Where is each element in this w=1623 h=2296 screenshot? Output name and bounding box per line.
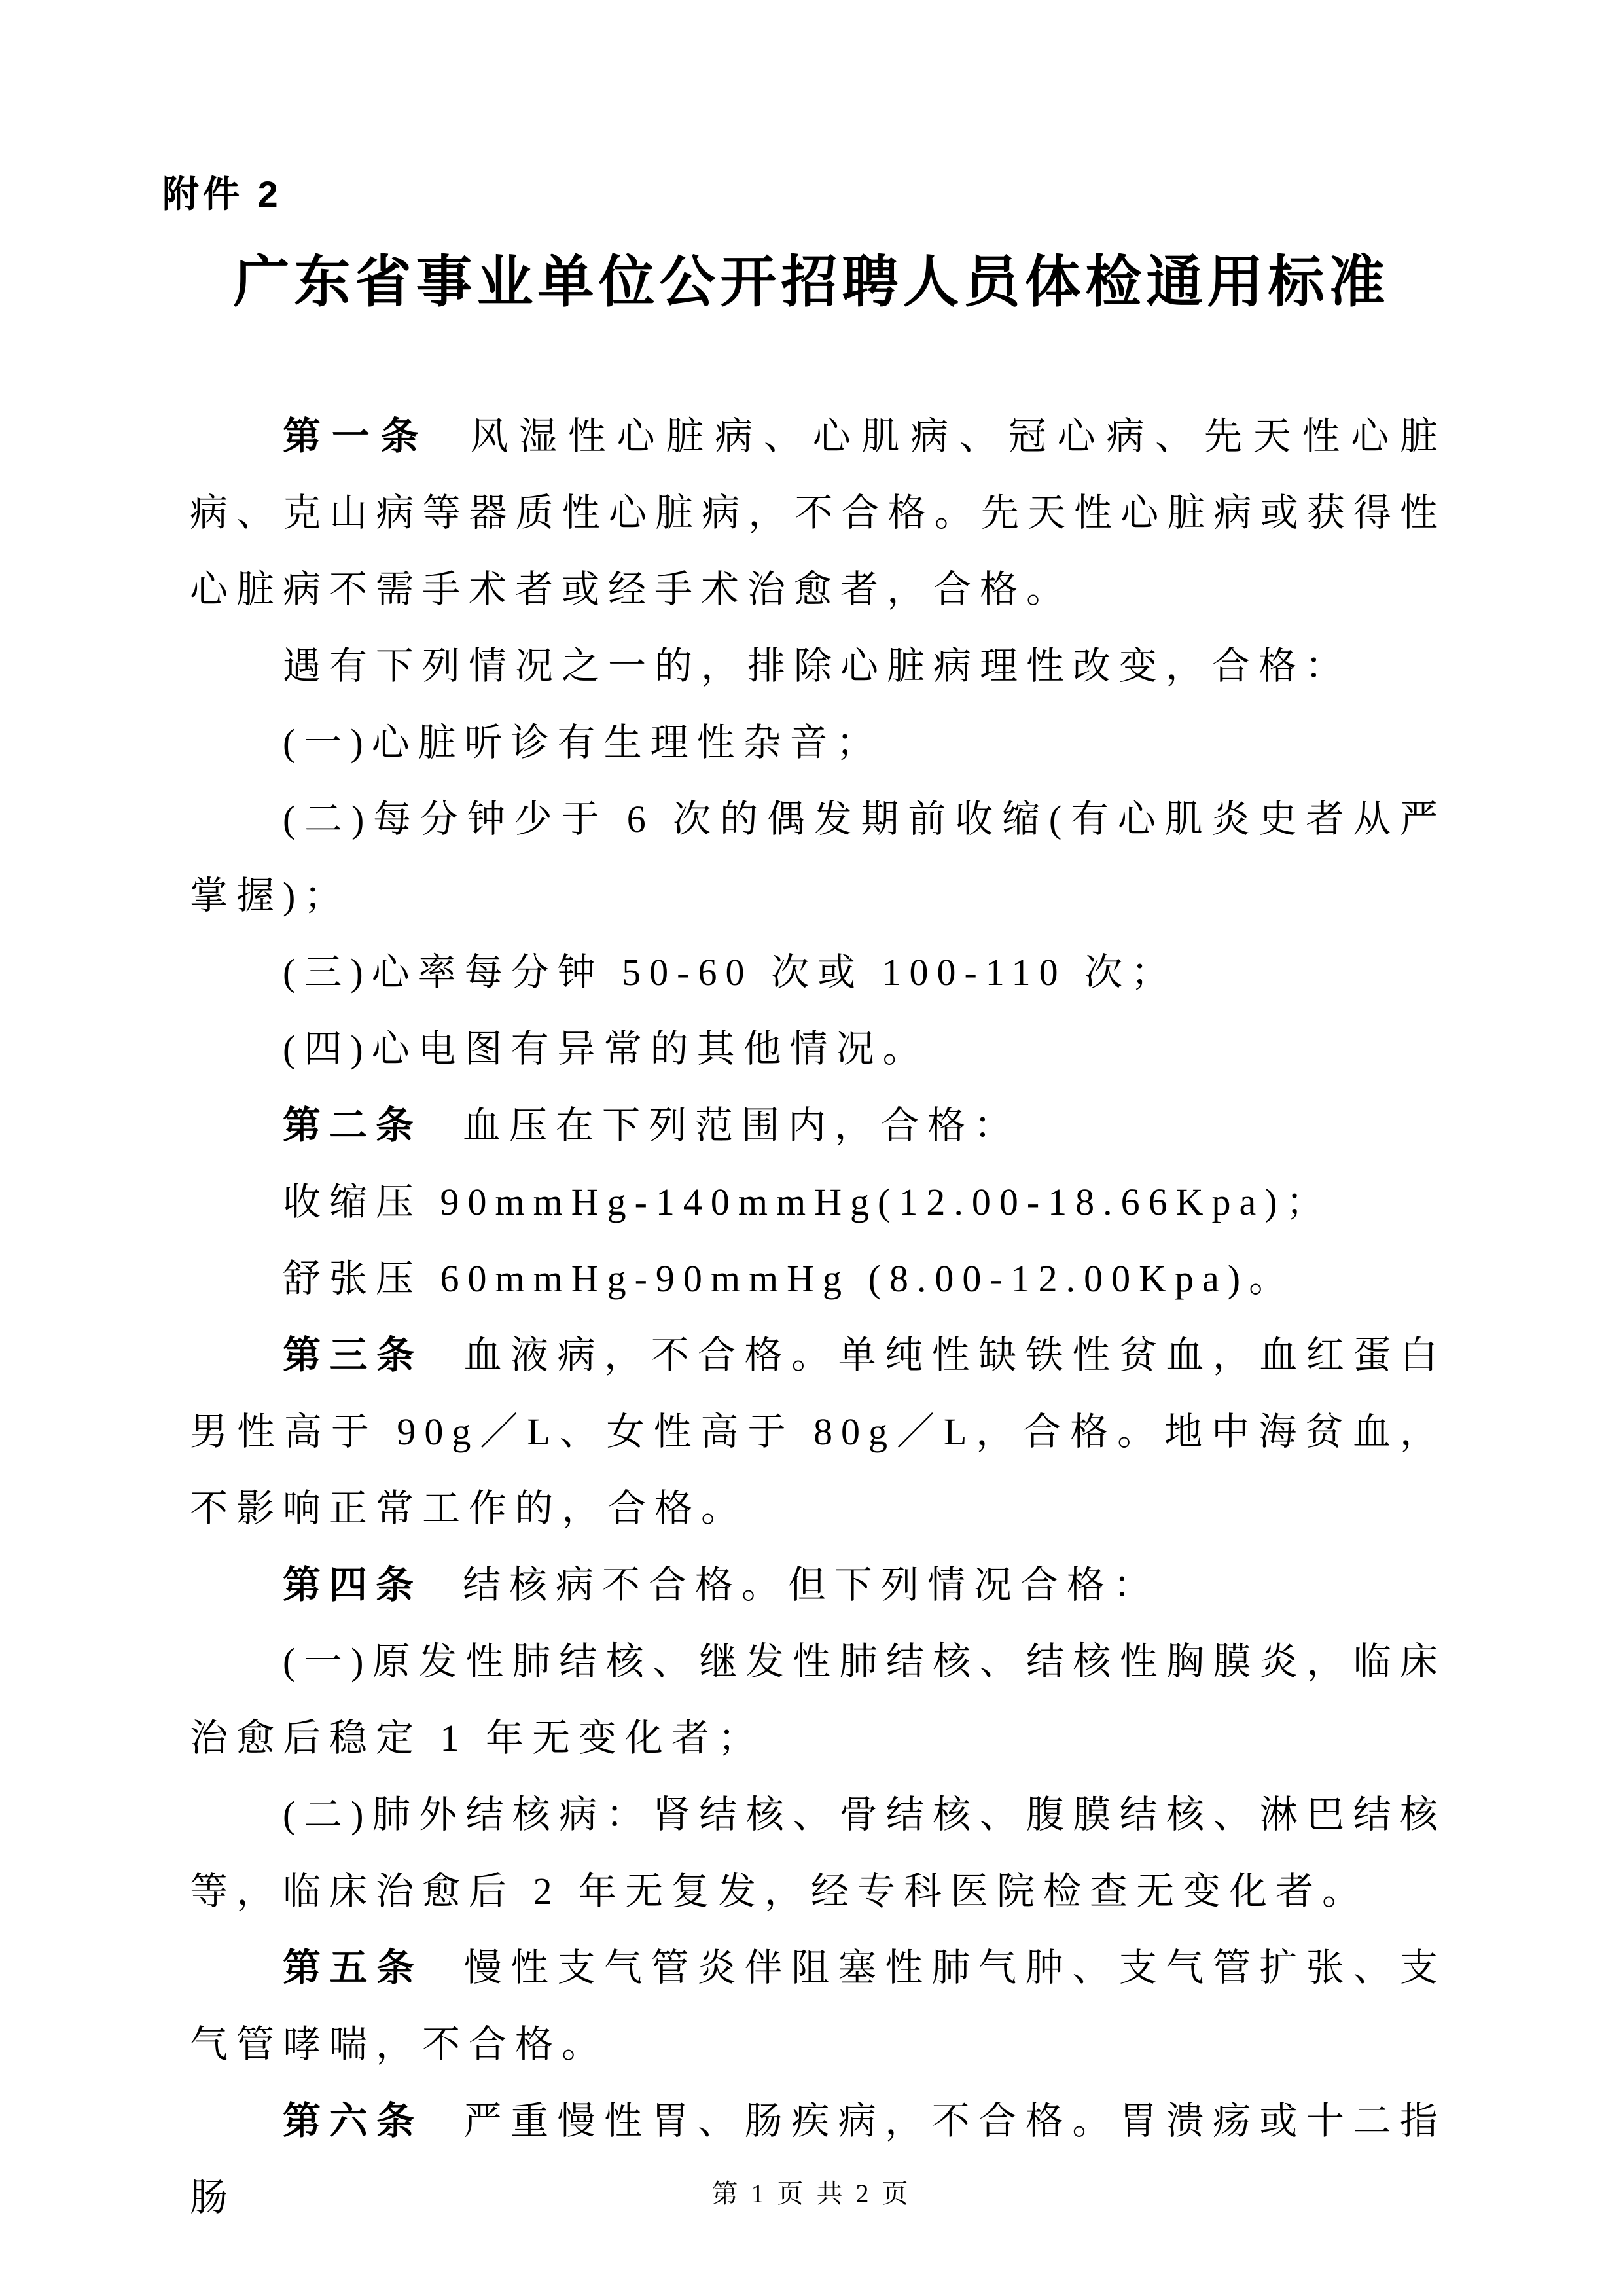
paragraph-10	[190, 1317, 1446, 1547]
article-number: 第二条	[283, 1104, 423, 1147]
paragraph-text: 风湿性心脏病、心肌病、冠心病、先天性心脏病、克山病等器质性心脏病，不合格。先天性心脏病或获得性心脏病不需手术者或经手术治愈者，合格。	[190, 415, 1446, 611]
paragraph-text: 收缩压 90mmHg-140mmHg(12.00-18.66Kpa)；	[283, 1181, 1332, 1223]
paragraph-12	[190, 1623, 1446, 1776]
paragraph-text: 严重慢性胃、肠疾病，不合格。胃溃疡或十二指肠	[190, 2100, 1446, 2219]
paragraph-11	[190, 1547, 1446, 1623]
paragraph-text: 血压在下列范围内，合格：	[463, 1104, 1021, 1147]
paragraph-text: (一)心脏听诊有生理性杂音；	[283, 721, 883, 764]
page-title: 广东省事业单位公开招聘人员体检通用标准	[233, 251, 1390, 314]
paragraph-text: 慢性支气管炎伴阻塞性肺气肿、支气管扩张、支气管哮喘，不合格。	[190, 1946, 1446, 2066]
paragraph-8	[190, 1164, 1446, 1240]
paragraph-7	[190, 1087, 1446, 1164]
paragraph-4	[190, 781, 1446, 934]
paragraph-3	[190, 704, 1446, 781]
paragraph-text: 结核病不合格。但下列情况合格：	[463, 1564, 1160, 1606]
paragraph-2	[190, 628, 1446, 704]
paragraph-text: 遇有下列情况之一的，排除心脏病理性改变，合格：	[283, 645, 1352, 687]
paragraph-6	[190, 1011, 1446, 1087]
paragraph-9	[190, 1240, 1446, 1317]
article-number: 第五条	[283, 1946, 423, 1989]
paragraph-15	[190, 2083, 1446, 2236]
paragraph-text: (一)原发性肺结核、继发性肺结核、结核性胸膜炎，临床治愈后稳定 1 年无变化者；	[190, 1640, 1446, 1759]
paragraph-text: (三)心率每分钟 50-60 次或 100-110 次；	[283, 951, 1178, 994]
paragraph-1	[190, 398, 1446, 628]
article-number: 第六条	[283, 2100, 423, 2142]
article-number: 第四条	[283, 1564, 423, 1606]
paragraph-text: (二)肺外结核病：肾结核、骨结核、腹膜结核、淋巴结核等，临床治愈后 2 年无复发，经专科医院检查无变化者。	[190, 1793, 1446, 1912]
article-number: 第一条	[283, 415, 430, 457]
paragraph-text: 舒张压 60mmHg-90mmHg (8.00-12.00Kpa)。	[283, 1257, 1296, 1300]
paragraph-14	[190, 1929, 1446, 2083]
attachment-label: 附件 2	[162, 173, 282, 215]
document-body	[190, 398, 1446, 2236]
paragraph-5	[190, 934, 1446, 1011]
paragraph-text: (二)每分钟少于 6 次的偶发期前收缩(有心肌炎史者从严掌握)；	[190, 798, 1446, 917]
paragraph-13	[190, 1776, 1446, 1929]
paragraph-text: (四)心电图有异常的其他情况。	[283, 1028, 929, 1070]
article-number: 第三条	[283, 1334, 423, 1376]
paragraph-text: 血液病，不合格。单纯性缺铁性贫血，血红蛋白男性高于 90g／L、女性高于 80g／L，合格。地中海贫血，不影响正常工作的，合格。	[190, 1334, 1446, 1530]
page-number-footer: 第 1 页 共 2 页	[711, 2179, 912, 2208]
